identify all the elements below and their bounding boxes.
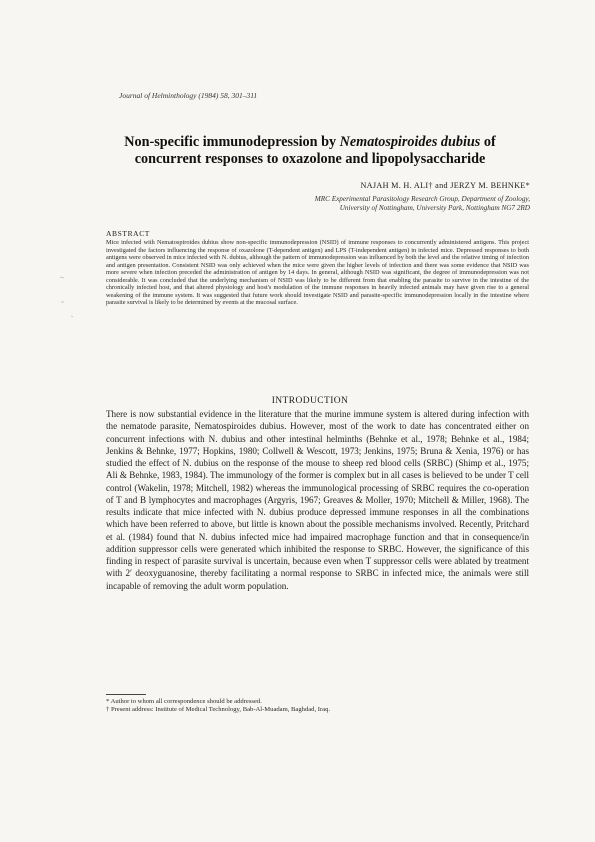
affiliation-line-2: University of Nottingham, University Park, Nottingham NG7 2RD bbox=[339, 204, 530, 212]
affiliation-line-1: MRC Experimental Parasitology Research Group, Department of Zoology, bbox=[314, 195, 530, 203]
introduction-paragraph: There is now substantial evidence in the literature that the murine immune system is altered during infection with the nematode parasite, Nematospiroides dubius. However, most of the work to date has concentrated either on concurrent infections with N. dubius and other intestinal helminths (Behnke et al., 1978; Behnke et al., 1984; Jenkins & Behnke, 1977; Hopkins, 1980; Collwell & Wescott, 1973; Jenkins, 1975; Bruna & Xenia, 1976) or has studied the effect of N. dubius on the response of the mouse to sheep red blood cells (SRBC) (Shimp et al., 1975; Ali & Behnke, 1983, 1984). The immunology of the former is complex but in all cases is believed to be under T cell control (Wakelin, 1978; Mitchell, 1982) whereas the immunological processing of SRBC requires the co-operation of T and B lymphocytes and macrophages (Argyris, 1967; Greaves & Moller, 1970; Mitchell & Miller, 1968). The results indicate that mice infected with N. dubius produce depressed immune responses in all the combinations which have been referred to above, but little is known about the possible mechanisms involved. Recently, Pritchard et al. (1984) found that N. dubius infected mice had impaired macrophage function and that in consequence/in addition suppressor cells were generated which inhibited the response to SRBC. However, the significance of this finding in respect of parasite survival is uncertain, because even when T suppressor cells were ablated by treatment with 2′ deoxyguanosine, thereby facilitating a normal response to SRBC in infected mice, the animals were still incapable of removing the adult worm population. bbox=[106, 409, 529, 591]
article-title bbox=[100, 134, 520, 168]
abstract-text: Mice infected with Nematospiroides dubius show non-specific immunodepression (NSID) of immune responses to concurrently administered antigens. This project investigated the factors influencing the response of oxazolone (T-dependent antigen) and LPS (T-independent antigen) in infected mice. Depressed responses to both antigens were observed in mice infected with N. dubius, although the pattern of immunodepression was influenced by both the level and the relative timing of infection and antigen presentation. Consistent NSID was only achieved when the mice were given the higher levels of infection and there was some evidence that NSID was more severe when infection preceded the administration of antigen by 14 days. In general, although NSID was significant, the degree of immunodepression was not considerable. It was concluded that the underlying mechanism of NSID was likely to be different from that enabling the parasite to survive in the intestine of the chronically infected host, and that altered physiology and host's modulation of the immune responses in heavily infected animals may have given rise to a general weakening of the immune system. It was suggested that future work should investigate NSID and parasite-specific immunodepression locally in the intestine where parasite survival is likely to be determined by events at the mucosal surface. bbox=[106, 239, 529, 307]
introduction-heading: INTRODUCTION bbox=[271, 396, 349, 406]
title-part-2: of concurrent responses to oxazolone and lipopolysaccharide bbox=[134, 134, 496, 167]
affiliation bbox=[180, 195, 530, 213]
title-species: Nematospiroides dubius bbox=[339, 134, 481, 150]
scan-speck bbox=[71, 316, 73, 317]
footnotes bbox=[106, 698, 529, 715]
footnote-1: * Author to whom all correspondence should be addressed. bbox=[106, 698, 262, 705]
journal-citation: Journal of Helminthology (1984) 58, 301–311 bbox=[119, 91, 258, 100]
footnote-rule bbox=[106, 694, 146, 695]
footnote-2: † Present address: Institute of Medical Technology, Bab-Al-Muadam, Baghdad, Iraq. bbox=[106, 706, 331, 714]
abstract-heading: ABSTRACT bbox=[106, 229, 150, 238]
author-line: NAJAH M. H. ALI† and JERZY M. BEHNKE* bbox=[360, 181, 530, 190]
title-part-1: Non-specific immunodepression by bbox=[124, 134, 340, 150]
scan-speck bbox=[60, 277, 64, 278]
